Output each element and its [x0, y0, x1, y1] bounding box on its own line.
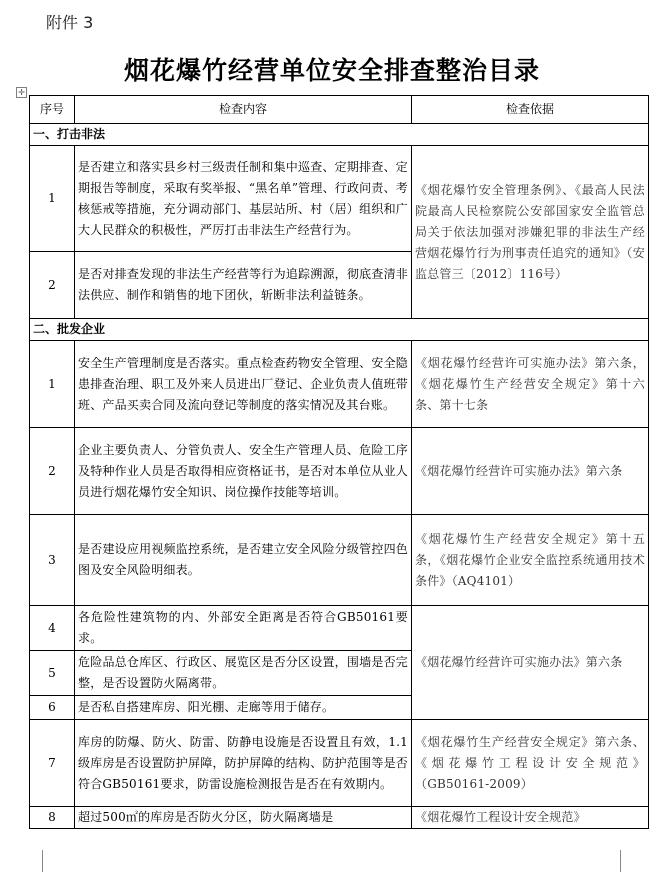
table-row [30, 428, 649, 515]
header-basis: 检查依据 [412, 96, 649, 124]
row-number: 1 [30, 341, 75, 428]
attachment-label: 附件 3 [46, 13, 94, 32]
table-row [30, 720, 649, 807]
table-row [30, 515, 649, 606]
row-content: 是否私自搭建库房、阳光棚、走廊等用于储存。 [75, 696, 412, 720]
row-number: 2 [30, 428, 75, 515]
table-row [30, 146, 649, 252]
row-basis: 《烟花爆竹生产经营安全规定》第六条、《烟花爆竹工程设计安全规范》（GB50161-2009） [412, 720, 649, 807]
row-number: 6 [30, 696, 75, 720]
row-number: 3 [30, 515, 75, 606]
row-number: 8 [30, 807, 75, 829]
row-basis: 《烟花爆竹经营许可实施办法》第六条，《烟花爆竹生产经营安全规定》第十六条、第十七条 [412, 341, 649, 428]
section-title-1: 一、打击非法 [30, 124, 649, 146]
row-content: 企业主要负责人、分管负责人、安全生产管理人员、危险工序及特种作业人员是否取得相应资格证书，是否对本单位从业人员进行烟花爆竹安全知识、岗位操作技能等培训。 [75, 428, 412, 515]
row-content: 是否建设应用视频监控系统，是否建立安全风险分级管控四色图及安全风险明细表。 [75, 515, 412, 606]
row-basis: 《烟花爆竹生产经营安全规定》第十五条，《烟花爆竹企业安全监控系统通用技术条件》（AQ4101） [412, 515, 649, 606]
row-content: 库房的防爆、防火、防雷、防静电设施是否设置且有效，1.1级库房是否设置防护屏障，防护屏障的结构、防护范围等是否符合GB50161要求，防雷设施检测报告是否在有效期内。 [75, 720, 412, 807]
row-basis: 《烟花爆竹工程设计安全规范》 [412, 807, 649, 829]
header-content: 检查内容 [75, 96, 412, 124]
table-row [30, 606, 649, 651]
row-content: 各危险性建筑物的内、外部安全距离是否符合GB50161要求。 [75, 606, 412, 651]
row-number: 4 [30, 606, 75, 651]
section-row [30, 124, 649, 146]
row-basis: 《烟花爆竹经营许可实施办法》第六条 [412, 606, 649, 720]
row-content: 是否对排查发现的非法生产经营等行为追踪溯源，彻底查清非法供应、制作和销售的地下团伙，斩断非法利益链条。 [75, 252, 412, 319]
row-basis: 《烟花爆竹经营许可实施办法》第六条 [412, 428, 649, 515]
page-margin-marker [42, 850, 43, 872]
row-content: 超过500㎡的库房是否防火分区，防火隔离墙是 [75, 807, 412, 829]
row-number: 7 [30, 720, 75, 807]
section-title-2: 二、批发企业 [30, 319, 649, 341]
row-number: 5 [30, 651, 75, 696]
table-move-handle-icon[interactable]: ✛ [16, 87, 27, 98]
page-margin-marker [620, 850, 621, 872]
header-no: 序号 [30, 96, 75, 124]
inspection-table [29, 95, 649, 829]
row-content: 危险品总仓库区、行政区、展览区是否分区设置，围墙是否完整，是否设置防火隔离带。 [75, 651, 412, 696]
row-number: 2 [30, 252, 75, 319]
row-content: 安全生产管理制度是否落实。重点检查药物安全管理、安全隐患排查治理、职工及外来人员进出厂登记、企业负责人值班带班、产品买卖合同及流向登记等制度的落实情况及其台账。 [75, 341, 412, 428]
document-title: 烟花爆竹经营单位安全排查整治目录 [123, 56, 540, 85]
row-content: 是否建立和落实县乡村三级责任制和集中巡查、定期排查、定期报告等制度，采取有奖举报、“黑名单”管理、行政问责、考核惩戒等措施，充分调动部门、基层站所、村（居）组织和广大人民群众的积极性，严厉打击非法生产经营行为。 [75, 146, 412, 252]
table-row [30, 807, 649, 829]
table-row [30, 341, 649, 428]
row-number: 1 [30, 146, 75, 252]
table-header-row [30, 96, 649, 124]
section-row [30, 319, 649, 341]
row-basis: 《烟花爆竹安全管理条例》、《最高人民法院最高人民检察院公安部国家安全监管总局关于依法加强对涉嫌犯罪的非法生产经营烟花爆竹行为刑事责任追究的通知》（安监总管三〔2012〕116号） [412, 146, 649, 319]
